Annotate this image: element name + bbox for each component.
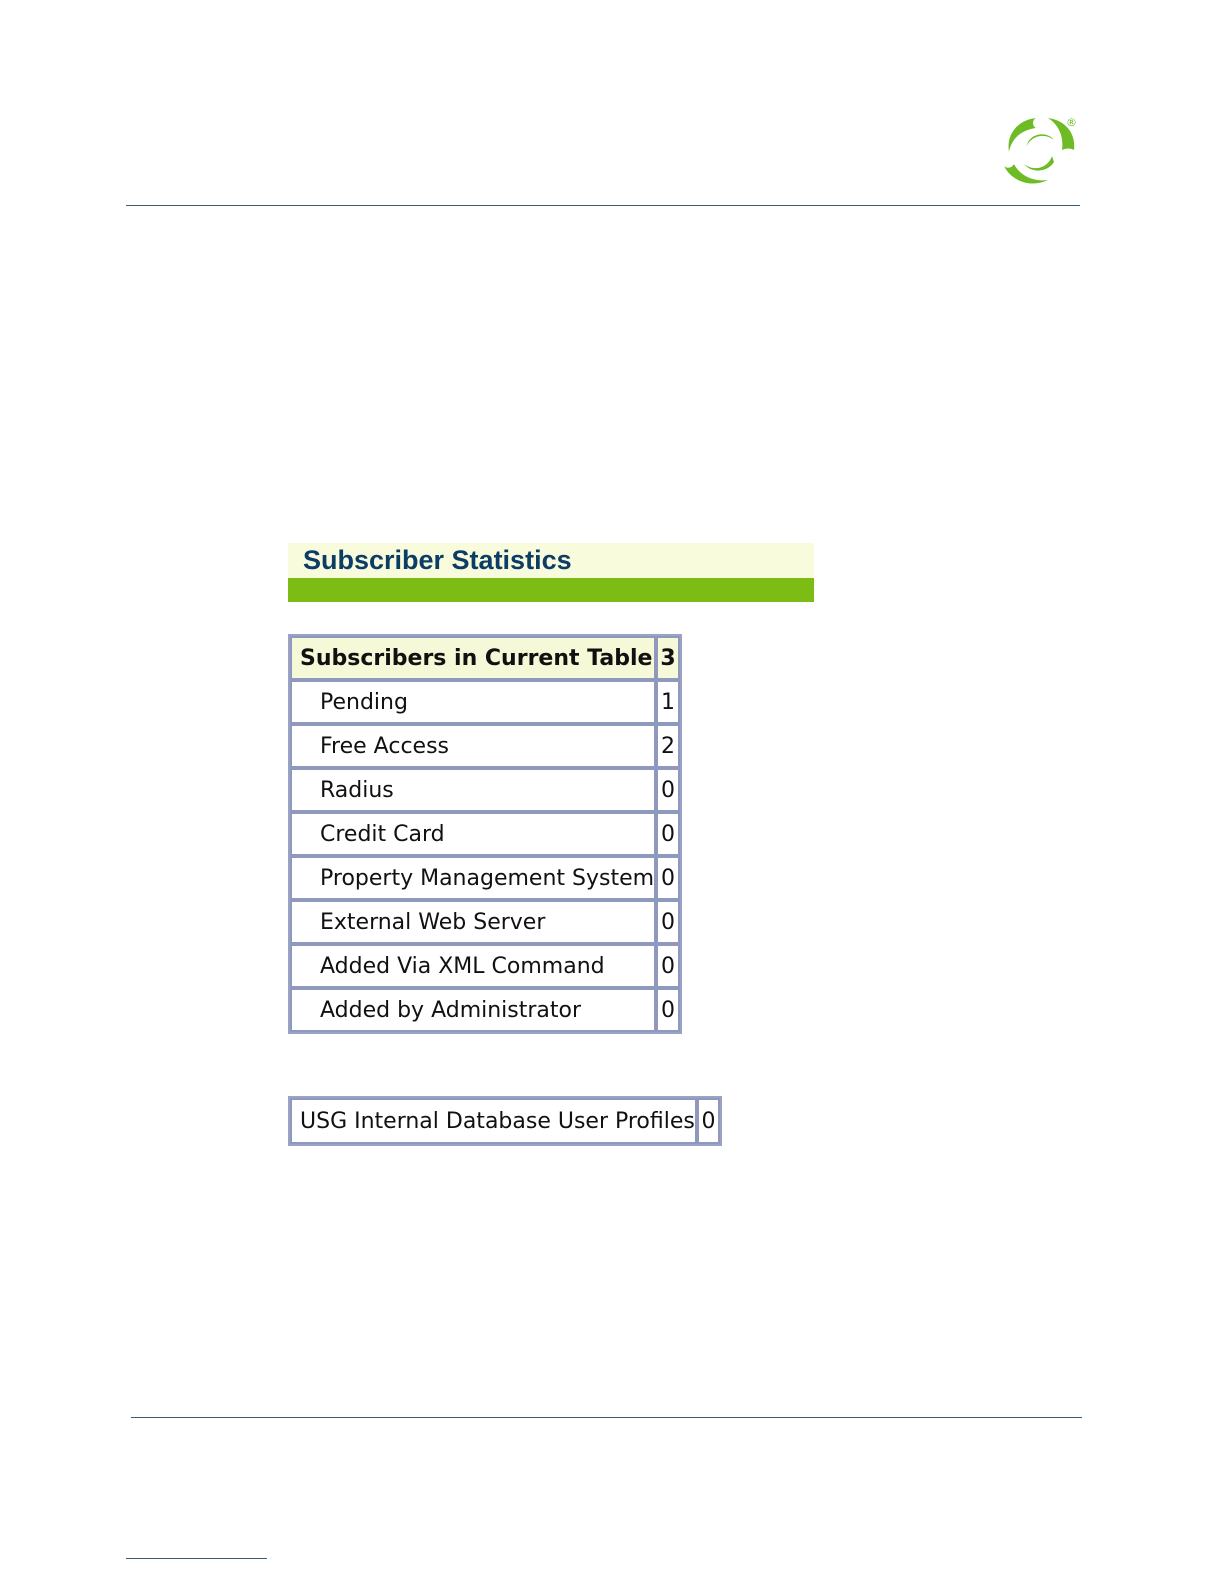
row-label: Free Access [290, 724, 656, 768]
table-row [290, 768, 680, 812]
row-value: 0 [656, 812, 680, 856]
page-title: Subscriber Statistics [288, 543, 814, 578]
footnote-rule [126, 1558, 267, 1559]
row-label: Added by Administrator [290, 988, 656, 1032]
row-value: 0 [656, 856, 680, 900]
row-label: Added Via XML Command [290, 944, 656, 988]
table-header-row [290, 636, 680, 680]
subscribers-total-label: Subscribers in Current Table [290, 636, 656, 680]
table-row [290, 724, 680, 768]
row-label: Radius [290, 768, 656, 812]
banner-accent-bar [288, 578, 814, 602]
registered-mark: ® [1066, 116, 1077, 129]
swirl-logo-icon [996, 110, 1082, 188]
row-value: 0 [656, 944, 680, 988]
subscribers-table [288, 634, 682, 1034]
row-value: 0 [656, 988, 680, 1032]
subscribers-total-value: 3 [656, 636, 680, 680]
table-row [290, 944, 680, 988]
footer-divider [131, 1417, 1082, 1418]
row-label: External Web Server [290, 900, 656, 944]
row-label: Credit Card [290, 812, 656, 856]
user-profiles-label: USG Internal Database User Profiles [290, 1098, 697, 1144]
table-row [290, 680, 680, 724]
section-banner [288, 543, 814, 602]
row-value: 0 [656, 768, 680, 812]
row-label: Property Management System [290, 856, 656, 900]
header-divider [126, 205, 1080, 206]
row-label: Pending [290, 680, 656, 724]
user-profiles-table [288, 1096, 722, 1146]
table-row [290, 856, 680, 900]
table-row [290, 1098, 720, 1144]
row-value: 2 [656, 724, 680, 768]
table-row [290, 900, 680, 944]
table-row [290, 812, 680, 856]
row-value: 0 [656, 900, 680, 944]
row-value: 1 [656, 680, 680, 724]
table-row [290, 988, 680, 1032]
user-profiles-value: 0 [697, 1098, 720, 1144]
